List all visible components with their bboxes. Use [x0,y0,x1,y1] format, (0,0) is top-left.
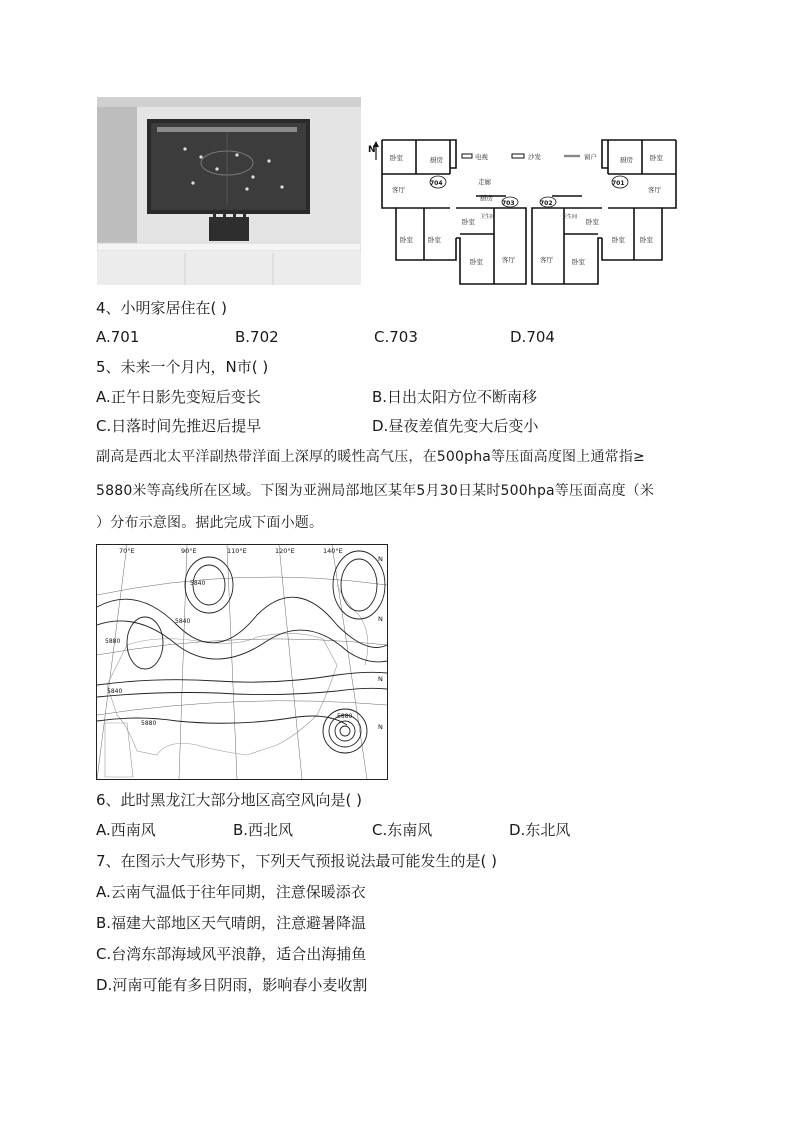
question-4-stem: 4、小明家居住在( ) [96,299,228,317]
q5-option-b[interactable]: B.日出太阳方位不断南移 [372,388,538,406]
q6-option-d[interactable]: D.东北风 [509,821,571,839]
q6-option-b[interactable]: B.西北风 [233,821,294,839]
lat-label: N [378,723,383,731]
room-label: 卫生间 [480,214,496,220]
q6-option-c[interactable]: C.东南风 [372,821,433,839]
q7-option-c[interactable]: C.台湾东部海域风平浪静，适合出海捕鱼 [96,945,367,963]
tv-photo [97,97,361,285]
passage-line: 5880米等高线所在区域。下图为亚洲局部地区某年5月30日某时500hpa等压面高度（米 [96,483,655,499]
legend-tv: 电视 [475,153,488,161]
room-label: 客厅 [502,256,515,264]
floor-plan-drawing [366,138,692,286]
lon-label: 120°E [275,547,295,555]
unit-label: 701 [612,180,625,187]
room-label: 卧室 [612,236,625,244]
q5-option-d[interactable]: D.昼夜差值先变大后变小 [372,417,539,435]
room-label: 客厅 [648,186,661,194]
contour-label: 5880 [105,638,121,645]
lon-label: 110°E [227,547,247,555]
legend-sofa: 沙发 [528,153,541,161]
lat-label: N [378,555,383,563]
room-label: 卧室 [640,236,653,244]
room-label: 卧室 [400,236,413,244]
q4-option-b[interactable]: B.702 [235,328,279,346]
question-5-stem: 5、未来一个月内，N市( ) [96,358,269,376]
pressure-map-drawing [97,545,387,779]
tv-photo-illustration [97,97,361,285]
room-label: 卧室 [428,236,441,244]
q4-option-c[interactable]: C.703 [374,328,418,346]
unit-label: 702 [540,200,553,207]
q7-option-b[interactable]: B.福建大部地区天气晴朗，注意避暑降温 [96,914,367,932]
contour-label: 5880 [141,720,157,727]
floor-plan [366,138,692,286]
q4-option-a[interactable]: A.701 [96,328,140,346]
q7-option-d[interactable]: D.河南可能有多日阴雨，影响春小麦收割 [96,976,368,994]
q5-option-c[interactable]: C.日落时间先推迟后提早 [96,417,262,435]
room-label: 卧室 [586,218,599,226]
q7-option-a[interactable]: A.云南气温低于往年同期，注意保暖添衣 [96,883,366,901]
passage-line: 副高是西北太平洋副热带洋面上深厚的暖性高气压，在500pha等压面高度图上通常指≥ [96,449,645,465]
room-label: 走廊 [478,178,491,186]
question-6-stem: 6、此时黑龙江大部分地区高空风向是( ) [96,791,363,809]
lon-label: 90°E [181,547,197,555]
passage-line: ）分布示意图。据此完成下面小题。 [96,515,324,531]
lon-label: 140°E [323,547,343,555]
lon-label: 70°E [119,547,135,555]
legend-window: 窗户 [584,153,597,161]
room-label: 厨房 [480,194,493,202]
unit-label: 704 [430,180,443,187]
room-label: 厨房 [620,156,633,164]
contour-label: 5840 [190,580,206,587]
contour-label: 5880 [337,713,353,720]
room-label: 厨房 [430,156,443,164]
room-label: 卧室 [650,154,663,162]
contour-label: 5840 [175,618,191,625]
pressure-map [96,544,388,780]
room-label: 卧室 [572,258,585,266]
room-label: 客厅 [540,256,553,264]
lat-label: N [378,675,383,683]
q6-option-a[interactable]: A.西南风 [96,821,156,839]
q4-option-d[interactable]: D.704 [510,328,555,346]
unit-label: 703 [502,200,515,207]
contour-label: 5840 [107,688,123,695]
room-label: 卫生间 [562,214,578,220]
room-label: 卧室 [462,218,475,226]
q5-option-a[interactable]: A.正午日影先变短后变长 [96,388,261,406]
room-label: 卧室 [470,258,483,266]
question-7-stem: 7、在图示大气形势下，下列天气预报说法最可能发生的是( ) [96,852,498,870]
room-label: 卧室 [390,154,403,162]
room-label: 客厅 [392,186,405,194]
lat-label: N [378,615,383,623]
north-label: N [368,145,376,155]
